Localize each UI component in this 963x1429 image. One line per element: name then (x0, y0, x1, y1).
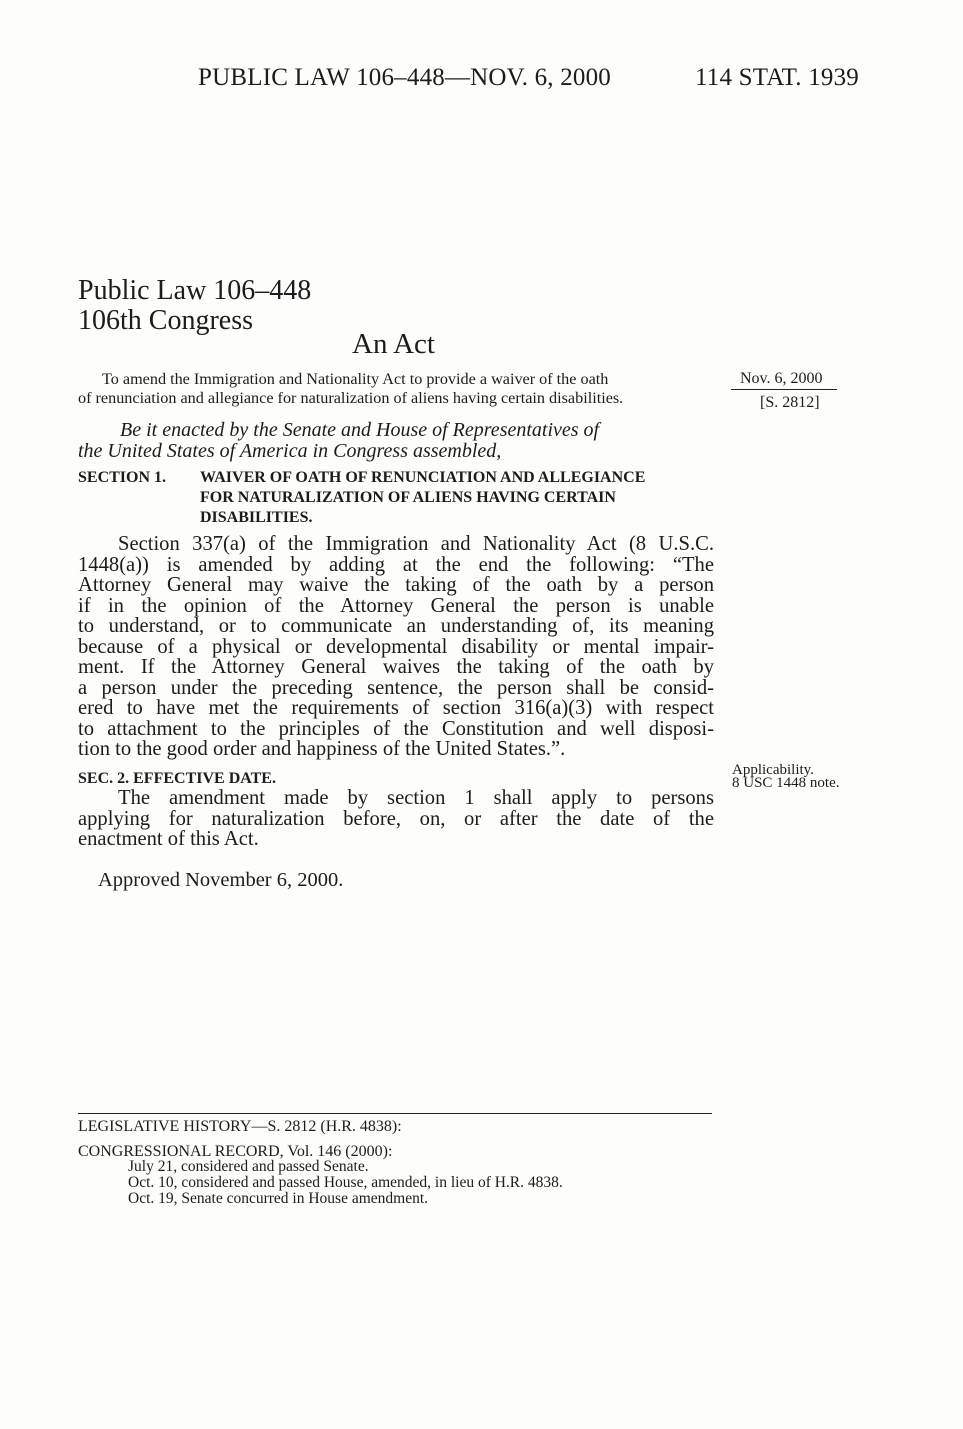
section-1-heading (78, 468, 714, 528)
body-line: Attorney General may waive the taking of the oath by a person (78, 574, 714, 596)
act-title: An Act (352, 328, 435, 360)
history-item: Oct. 10, considered and passed House, amended, in lieu of H.R. 4838. (128, 1174, 563, 1191)
margin-applicability: Applicability. (732, 762, 814, 778)
purpose-line: To amend the Immigration and Nationality Act to provide a waiver of the oath (102, 370, 609, 388)
body-line: ment. If the Attorney General waives the taking of the oath by (78, 656, 714, 678)
enacting-line: Be it enacted by the Senate and House of Representatives of (120, 419, 600, 441)
section-1-heading-line: DISABILITIES. (200, 509, 313, 526)
congress-label: 106th Congress (78, 305, 253, 336)
body-line: because of a physical or developmental disability or mental impair- (78, 635, 714, 658)
purpose-line: of renunciation and allegiance for naturalization of aliens having certain disabilities. (78, 389, 624, 407)
body-line: 1448(a)) is amended by adding at the end the following: “The (78, 553, 714, 576)
body-line: ered to have met the requirements of section 316(a)(3) with respect (78, 697, 714, 719)
body-line: Section 337(a) of the Immigration and Nationality Act (8 U.S.C. (118, 533, 714, 555)
body-line: enactment of this Act. (78, 828, 259, 850)
section-1-body (78, 534, 714, 760)
approval-date: Approved November 6, 2000. (98, 869, 344, 891)
legislative-history-title: LEGISLATIVE HISTORY—S. 2812 (H.R. 4838): (78, 1118, 402, 1135)
margin-bill-number: [S. 2812] (760, 394, 820, 411)
body-line: a person under the preceding sentence, the person shall be consid- (78, 676, 714, 699)
body-line: The amendment made by section 1 shall apply to persons (118, 787, 714, 809)
section-2-heading: SEC. 2. EFFECTIVE DATE. (78, 770, 276, 787)
history-item: July 21, considered and passed Senate. (128, 1158, 369, 1175)
body-line: to attachment to the principles of the Constitution and well disposi- (78, 717, 714, 740)
margin-divider (731, 389, 837, 390)
running-head-stat-page: 114 STAT. 1939 (695, 64, 859, 91)
congressional-record-label: CONGRESSIONAL RECORD, Vol. 146 (2000): (78, 1143, 393, 1160)
body-line: to understand, or to communicate an understanding of, its meaning (78, 615, 714, 637)
section-1-number: SECTION 1. (78, 469, 167, 486)
act-purpose (78, 370, 714, 408)
margin-date: Nov. 6, 2000 (740, 370, 823, 387)
footnote-divider (78, 1113, 712, 1114)
enacting-clause (78, 420, 714, 462)
enacting-line: the United States of America in Congress assembled, (78, 440, 502, 462)
history-item: Oct. 19, Senate concurred in House amendment. (128, 1190, 429, 1207)
public-law-title: Public Law 106–448 (78, 275, 312, 306)
running-head-law-date: PUBLIC LAW 106–448—NOV. 6, 2000 (198, 64, 612, 91)
body-line: if in the opinion of the Attorney General the person is unable (78, 594, 714, 617)
body-line: tion to the good order and happiness of the United States.”. (78, 738, 566, 760)
margin-usc-note: 8 USC 1448 note. (732, 775, 840, 791)
section-1-heading-line: FOR NATURALIZATION OF ALIENS HAVING CERTAIN (200, 489, 616, 506)
body-line: applying for naturalization before, on, or after the date of the (78, 807, 714, 830)
section-1-heading-line: WAIVER OF OATH OF RENUNCIATION AND ALLEGIANCE (200, 469, 646, 486)
section-2-body (78, 788, 714, 850)
